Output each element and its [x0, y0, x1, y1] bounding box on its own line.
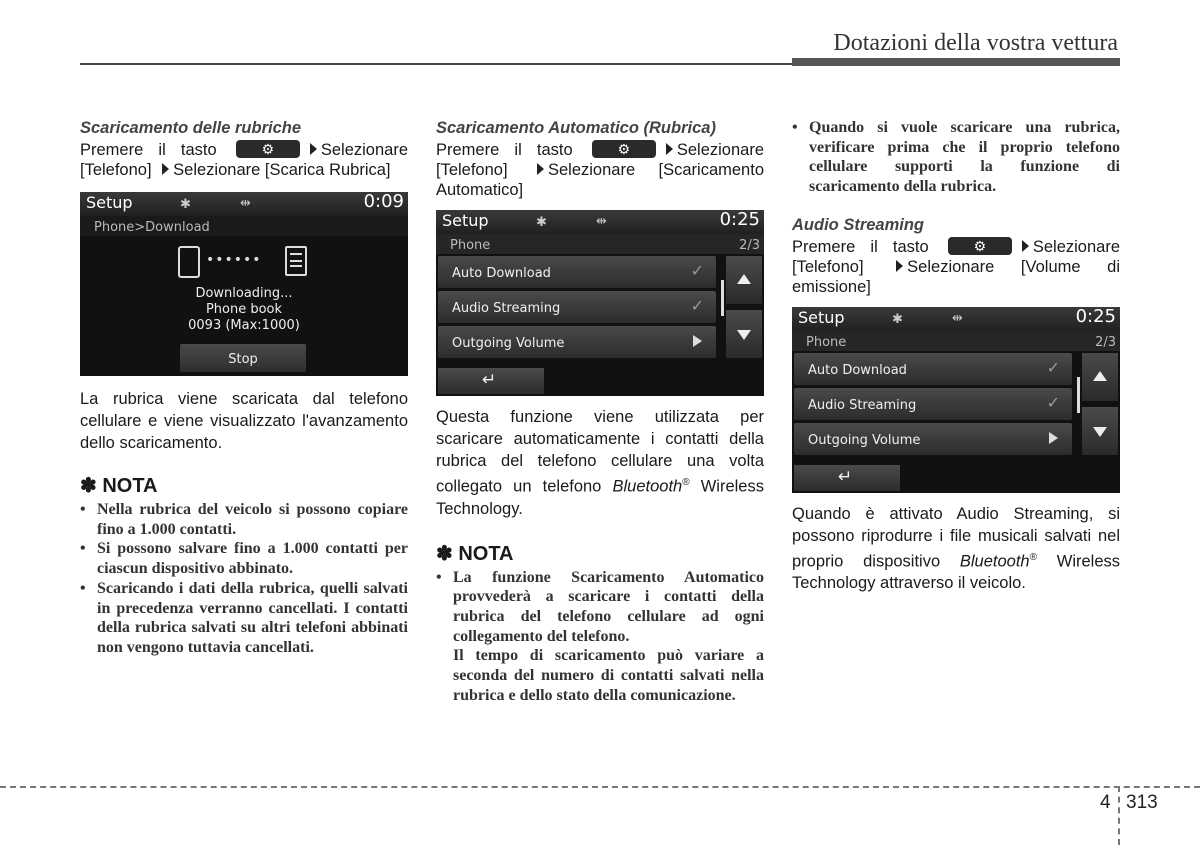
- description: La rubrica viene scaricata dal telefono cellulare e viene visualizzato l'avanzamento dello scaricamento.: [80, 390, 408, 452]
- description: Questa funzione viene utilizzata per scaricare automaticamente i contatti della rubrica del telefono cellulare una volta collegato un telefono Bluetooth® Wireless Technology.: [436, 408, 764, 518]
- usb-icon: ⇹: [240, 196, 251, 211]
- scroll-up-button[interactable]: [726, 256, 762, 304]
- download-status: Downloading...: [195, 286, 293, 301]
- instr-text: Selezionare [Volume di emissione]: [792, 257, 1120, 296]
- scrollbar[interactable]: [1077, 377, 1080, 413]
- instr-text: Premere il tasto: [792, 237, 929, 256]
- back-arrow-icon: ↵: [838, 466, 853, 487]
- note-item: • La funzione Scaricamento Automatico provvederà a scaricare i contatti della rubrica del telefono cellulare ad ogni collegamento del telefono. Il tempo di scaricamento può variare a seconda del numero di contatti salvati nella rubrica e dello stato della comunicazione.: [436, 568, 764, 706]
- checkmark-icon: ✓: [1046, 357, 1060, 377]
- note-list: [436, 568, 764, 706]
- checkmark-icon: ✓: [1046, 392, 1060, 412]
- menu-item-auto-download[interactable]: Auto Download ✓: [438, 256, 716, 288]
- screen-title: Setup: [798, 307, 845, 327]
- bluetooth-icon: ✱: [536, 215, 547, 230]
- arrow-icon: [896, 260, 903, 272]
- setup-key-icon: ⚙: [948, 237, 1012, 255]
- submenu-title: Phone: [806, 334, 847, 350]
- menu-item-auto-download[interactable]: Auto Download ✓: [794, 353, 1072, 385]
- download-type: Phone book: [205, 302, 283, 317]
- clock: 0:09: [363, 192, 404, 212]
- scroll-down-button[interactable]: [726, 310, 762, 358]
- setup-key-icon: ⚙: [592, 140, 656, 158]
- up-arrow-icon: [737, 274, 751, 284]
- column-3: [792, 118, 1120, 594]
- instr-text: Selezionare [Telefono]: [80, 141, 408, 179]
- down-arrow-icon: [737, 330, 751, 340]
- phone-icon: [178, 246, 200, 278]
- arrow-icon: [162, 163, 169, 175]
- chapter-number: 4: [1100, 792, 1111, 813]
- checkmark-icon: ✓: [690, 296, 704, 315]
- column-2: [436, 118, 764, 705]
- running-header: Dotazioni della vostra vettura: [833, 30, 1118, 56]
- scroll-down-button[interactable]: [1082, 407, 1118, 455]
- arrow-icon: [310, 143, 317, 155]
- down-arrow-icon: [1093, 427, 1107, 437]
- note-list: [792, 118, 1120, 197]
- setup-key-icon: ⚙: [236, 140, 300, 158]
- play-arrow-icon: [693, 335, 702, 347]
- download-screen: [80, 192, 408, 376]
- page-number: 313: [1126, 792, 1158, 813]
- instr-text: Selezionare [Telefono]: [792, 237, 1120, 276]
- note-heading: ✽ NOTA: [80, 475, 158, 497]
- bluetooth-icon: ✱: [180, 197, 191, 212]
- menu-item-outgoing-volume[interactable]: Outgoing Volume: [438, 326, 716, 358]
- clock: 0:25: [719, 210, 760, 230]
- column-1: [80, 118, 408, 658]
- section-title: Scaricamento Automatico (Rubrica): [436, 119, 716, 137]
- up-arrow-icon: [1093, 371, 1107, 381]
- header-rule: [80, 63, 792, 65]
- screen-title: Setup: [442, 211, 489, 230]
- screen-title: Setup: [86, 193, 133, 212]
- footer-divider: [1118, 786, 1120, 845]
- phone-settings-screen: [792, 307, 1120, 493]
- note-item: • Scaricando i dati della rubrica, quelli salvati in precedenza verranno cancellati. I contatti della rubrica salvati su altri telefoni abbinati non vengono tuttavia cancellati.: [80, 579, 408, 658]
- note-list: [80, 500, 408, 658]
- arrow-icon: [1022, 240, 1029, 252]
- note-heading: ✽ NOTA: [436, 542, 514, 565]
- instructions: [792, 237, 1120, 297]
- bluetooth-icon: ✱: [892, 311, 903, 327]
- breadcrumb: Phone>Download: [94, 220, 210, 235]
- note-item: • Si possono salvare fino a 1.000 contatti per ciascun dispositivo abbinato.: [80, 539, 408, 578]
- footer-rule: [0, 786, 1200, 788]
- instr-text: Selezionare [Scarica Rubrica]: [173, 161, 391, 179]
- instr-text: Premere il tasto: [80, 141, 217, 159]
- header-rule-bar: [792, 58, 1120, 66]
- clock: 0:25: [1075, 306, 1116, 327]
- instr-text: Selezionare [Scaricamento Automatico]: [436, 161, 764, 199]
- back-arrow-icon: ↵: [482, 370, 497, 390]
- menu-item-outgoing-volume[interactable]: Outgoing Volume: [794, 423, 1072, 455]
- arrow-icon: [537, 163, 544, 175]
- stop-button[interactable]: Stop: [180, 344, 306, 372]
- description: Quando è attivato Audio Streaming, si possono riprodurre i file musicali salvati nel proprio dispositivo Bluetooth® Wireless Technology attraverso il veicolo.: [792, 504, 1121, 593]
- phone-settings-screen: [436, 210, 764, 396]
- download-counter: 0093 (Max:1000): [188, 318, 300, 333]
- menu-item-audio-streaming[interactable]: Audio Streaming ✓: [438, 291, 716, 323]
- instr-text: Selezionare [Telefono]: [436, 141, 764, 179]
- scroll-up-button[interactable]: [1082, 353, 1118, 401]
- section-title: Scaricamento delle rubriche: [80, 119, 302, 137]
- usb-icon: ⇹: [596, 214, 607, 229]
- play-arrow-icon: [1049, 432, 1058, 444]
- scrollbar[interactable]: [721, 280, 724, 316]
- note-item: • Nella rubrica del veicolo si possono copiare fino a 1.000 contatti.: [80, 500, 408, 539]
- page-indicator: 2/3: [739, 238, 760, 253]
- back-button[interactable]: [438, 368, 544, 394]
- page-indicator: 2/3: [1095, 334, 1116, 350]
- note-item: • Quando si vuole scaricare una rubrica, verificare prima che il proprio telefono cellulare supporti la funzione di scaricamento della rubrica.: [792, 118, 1120, 197]
- back-button[interactable]: [794, 465, 900, 491]
- usb-icon: ⇹: [952, 310, 963, 326]
- instructions: [436, 140, 764, 200]
- phonebook-icon: [285, 246, 307, 276]
- menu-item-audio-streaming[interactable]: Audio Streaming ✓: [794, 388, 1072, 420]
- checkmark-icon: ✓: [690, 261, 704, 280]
- submenu-title: Phone: [450, 238, 491, 253]
- section-title: Audio Streaming: [792, 215, 925, 234]
- arrow-icon: [666, 143, 673, 155]
- progress-dots: ••••••: [206, 252, 262, 268]
- instr-text: Premere il tasto: [436, 141, 573, 159]
- instructions: [80, 140, 408, 180]
